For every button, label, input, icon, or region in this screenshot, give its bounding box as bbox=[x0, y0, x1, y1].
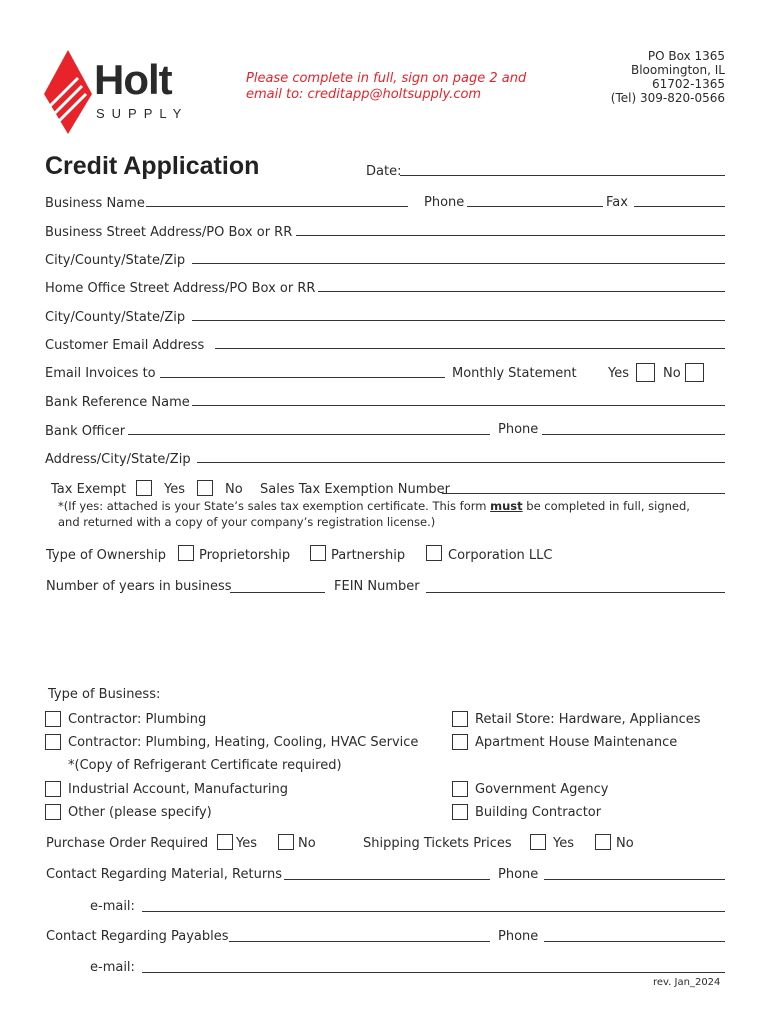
tax-note-part-1: *(If yes: attached is your State’s sales tax exemption certificate. This form bbox=[58, 499, 491, 513]
apartment-label: Apartment House Maintenance bbox=[475, 735, 678, 750]
hvac-checkbox[interactable] bbox=[45, 734, 61, 750]
proprietorship-label: Proprietorship bbox=[199, 548, 291, 563]
city-label-1: City/County/State/Zip bbox=[45, 253, 186, 268]
po-no-label: No bbox=[298, 836, 316, 851]
ownership-label: Type of Ownership bbox=[46, 548, 166, 563]
instructions-line-2: email to: creditapp@holtsupply.com bbox=[246, 87, 482, 102]
email-2-field[interactable] bbox=[142, 972, 725, 973]
tax-yes-checkbox[interactable] bbox=[197, 480, 213, 496]
email-1-label: e-mail: bbox=[90, 899, 135, 914]
corporation-checkbox[interactable] bbox=[426, 545, 442, 561]
phone-label: Phone bbox=[424, 195, 465, 210]
date-field[interactable] bbox=[400, 175, 725, 176]
business-name-field[interactable] bbox=[146, 206, 408, 207]
email-invoices-field[interactable] bbox=[160, 377, 445, 378]
phone-2-field[interactable] bbox=[544, 941, 725, 942]
bank-ref-field[interactable] bbox=[192, 405, 725, 406]
po-no-checkbox[interactable] bbox=[278, 834, 294, 850]
tax-note-part-2: be completed in full, signed, bbox=[522, 499, 690, 513]
plumbing-label: Contractor: Plumbing bbox=[68, 712, 207, 727]
industrial-label: Industrial Account, Manufacturing bbox=[68, 782, 288, 797]
home-office-field[interactable] bbox=[318, 291, 725, 292]
bank-phone-label: Phone bbox=[498, 422, 539, 437]
address-line-2: Bloomington, IL bbox=[630, 63, 725, 77]
ship-yes-label: Yes bbox=[553, 836, 574, 851]
phone-1-field[interactable] bbox=[544, 879, 725, 880]
other-label: Other (please specify) bbox=[68, 805, 212, 820]
address-line-1: PO Box 1365 bbox=[647, 49, 725, 63]
corporation-label: Corporation LLC bbox=[448, 548, 553, 563]
ship-no-label: No bbox=[616, 836, 634, 851]
business-name-label: Business Name bbox=[45, 196, 145, 211]
contact-payables-label: Contact Regarding Payables bbox=[46, 929, 229, 944]
tax-note-must: must bbox=[490, 499, 523, 513]
email-invoices-label: Email Invoices to bbox=[45, 366, 156, 381]
contact-material-label: Contact Regarding Material, Returns bbox=[46, 867, 282, 882]
tax-no-label: No bbox=[225, 482, 243, 497]
monthly-no-checkbox[interactable] bbox=[685, 363, 704, 382]
sales-tax-label: Sales Tax Exemption Number bbox=[260, 482, 450, 497]
government-checkbox[interactable] bbox=[452, 781, 468, 797]
industrial-checkbox[interactable] bbox=[45, 781, 61, 797]
tax-note-line-2: and returned with a copy of your company’s registration license.) bbox=[58, 515, 436, 529]
email-1-field[interactable] bbox=[142, 911, 725, 912]
government-label: Government Agency bbox=[475, 782, 609, 797]
monthly-yes-checkbox[interactable] bbox=[636, 363, 655, 382]
city-field-2[interactable] bbox=[192, 320, 725, 321]
contact-payables-field[interactable] bbox=[229, 941, 490, 942]
bank-officer-field[interactable] bbox=[128, 434, 490, 435]
fein-label: FEIN Number bbox=[334, 579, 420, 594]
customer-email-field[interactable] bbox=[215, 348, 725, 349]
po-yes-checkbox[interactable] bbox=[217, 834, 233, 850]
other-checkbox[interactable] bbox=[45, 804, 61, 820]
hvac-label: Contractor: Plumbing, Heating, Cooling, HVAC Service bbox=[68, 735, 419, 750]
retail-checkbox[interactable] bbox=[452, 711, 468, 727]
plumbing-checkbox[interactable] bbox=[45, 711, 61, 727]
form-title: Credit Application bbox=[45, 152, 260, 180]
tax-yes-label: Yes bbox=[164, 482, 185, 497]
logo-sub: SUPPLY bbox=[96, 106, 189, 121]
customer-email-label: Customer Email Address bbox=[45, 338, 205, 353]
street-field[interactable] bbox=[296, 235, 725, 236]
fax-field[interactable] bbox=[634, 206, 725, 207]
years-label: Number of years in business bbox=[46, 579, 232, 594]
address-city-label: Address/City/State/Zip bbox=[45, 452, 191, 467]
proprietorship-checkbox[interactable] bbox=[178, 545, 194, 561]
tax-note bbox=[58, 498, 690, 514]
email-2-label: e-mail: bbox=[90, 960, 135, 975]
instructions-line-1: Please complete in full, sign on page 2 and bbox=[246, 71, 527, 86]
city-label-2: City/County/State/Zip bbox=[45, 310, 186, 325]
shipping-label: Shipping Tickets Prices bbox=[363, 836, 512, 851]
address-city-field[interactable] bbox=[197, 462, 725, 463]
tax-exempt-checkbox[interactable] bbox=[136, 480, 152, 496]
sales-tax-field[interactable] bbox=[442, 493, 725, 494]
date-label: Date: bbox=[366, 164, 402, 179]
tax-exempt-label: Tax Exempt bbox=[51, 482, 127, 497]
ship-yes-checkbox[interactable] bbox=[530, 834, 546, 850]
monthly-no-label: No bbox=[663, 366, 681, 381]
city-field-1[interactable] bbox=[192, 263, 725, 264]
fax-label: Fax bbox=[606, 195, 628, 210]
bank-officer-label: Bank Officer bbox=[45, 424, 126, 439]
logo-name: Holt bbox=[94, 56, 172, 103]
building-label: Building Contractor bbox=[475, 805, 602, 820]
phone-field[interactable] bbox=[467, 206, 603, 207]
monthly-statement-label: Monthly Statement bbox=[452, 366, 577, 381]
address-line-4: (Tel) 309-820-0566 bbox=[610, 91, 725, 105]
revision-label: rev. Jan_2024 bbox=[653, 977, 721, 988]
holt-diamond-icon bbox=[44, 50, 98, 134]
partnership-checkbox[interactable] bbox=[310, 545, 326, 561]
street-label: Business Street Address/PO Box or RR bbox=[45, 225, 293, 240]
refrigerant-note: *(Copy of Refrigerant Certificate required) bbox=[68, 758, 342, 773]
bank-phone-field[interactable] bbox=[542, 434, 725, 435]
business-type-heading: Type of Business: bbox=[48, 687, 161, 702]
po-required-label: Purchase Order Required bbox=[46, 836, 209, 851]
home-office-label: Home Office Street Address/PO Box or RR bbox=[45, 281, 316, 296]
monthly-yes-label: Yes bbox=[608, 366, 629, 381]
phone-2-label: Phone bbox=[498, 929, 539, 944]
years-field[interactable] bbox=[230, 592, 325, 593]
company-address bbox=[611, 49, 725, 105]
apartment-checkbox[interactable] bbox=[452, 734, 468, 750]
building-checkbox[interactable] bbox=[452, 804, 468, 820]
address-line-3: 61702-1365 bbox=[651, 77, 725, 91]
phone-1-label: Phone bbox=[498, 867, 539, 882]
ship-no-checkbox[interactable] bbox=[595, 834, 611, 850]
fein-field[interactable] bbox=[426, 592, 725, 593]
partnership-label: Partnership bbox=[331, 548, 406, 563]
holt-logo bbox=[44, 50, 194, 136]
po-yes-label: Yes bbox=[236, 836, 257, 851]
bank-ref-label: Bank Reference Name bbox=[45, 395, 190, 410]
retail-label: Retail Store: Hardware, Appliances bbox=[475, 712, 701, 727]
contact-material-field[interactable] bbox=[284, 879, 490, 880]
